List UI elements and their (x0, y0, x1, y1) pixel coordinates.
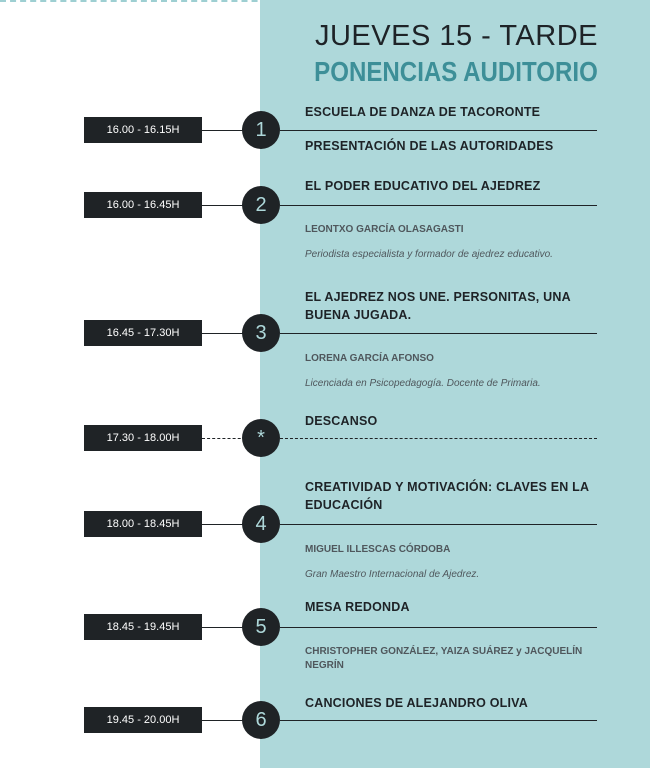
rule-4 (280, 524, 597, 525)
speaker-name: LORENA GARCÍA AFONSO (305, 353, 434, 364)
rule-3 (280, 333, 597, 334)
talk-title: PRESENTACIÓN DE LAS AUTORIDADES (305, 139, 554, 153)
time-slot-1: 16.00 - 16.15H (84, 117, 202, 143)
marker-4: 4 (242, 505, 280, 543)
rule-6 (280, 720, 597, 721)
marker-break: * (242, 419, 280, 457)
marker-6: 6 (242, 701, 280, 739)
time-slot-5: 18.45 - 19.45H (84, 614, 202, 640)
page-subtitle: PONENCIAS AUDITORIO (314, 56, 598, 87)
time-slot-2: 16.00 - 16.45H (84, 192, 202, 218)
marker-1: 1 (242, 111, 280, 149)
time-slot-break: 17.30 - 18.00H (84, 425, 202, 451)
talk-title: MESA REDONDA (305, 600, 410, 614)
marker-5: 5 (242, 608, 280, 646)
rule-break (280, 438, 597, 439)
talk-title: DESCANSO (305, 414, 378, 428)
rule-1 (280, 130, 597, 131)
speaker-name: CHRISTOPHER GONZÁLEZ, YAIZA SUÁREZ y JACQUELÍN NEGRÍN (305, 646, 583, 671)
talk-title: ESCUELA DE DANZA DE TACORONTE (305, 105, 541, 119)
speaker-role: Periodista especialista y formador de ajedrez educativo. (305, 249, 553, 260)
time-slot-4: 18.00 - 18.45H (84, 511, 202, 537)
speaker-name: LEONTXO GARCÍA OLASAGASTI (305, 224, 464, 235)
page-title: JUEVES 15 - TARDE (314, 20, 598, 52)
marker-3: 3 (242, 314, 280, 352)
marker-2: 2 (242, 186, 280, 224)
time-slot-6: 19.45 - 20.00H (84, 707, 202, 733)
talk-title: CREATIVIDAD Y MOTIVACIÓN: CLAVES EN LA EDUCACIÓN (305, 480, 589, 512)
speaker-role: Gran Maestro Internacional de Ajedrez. (305, 569, 480, 580)
rule-5 (280, 627, 597, 628)
rule-2 (280, 205, 597, 206)
speaker-role: Licenciada en Psicopedagogía. Docente de Primaria. (305, 378, 541, 389)
speaker-name: MIGUEL ILLESCAS CÓRDOBA (305, 544, 451, 555)
talk-title: EL PODER EDUCATIVO DEL AJEDREZ (305, 179, 541, 193)
time-slot-3: 16.45 - 17.30H (84, 320, 202, 346)
talk-title: CANCIONES DE ALEJANDRO OLIVA (305, 696, 528, 710)
talk-title: EL AJEDREZ NOS UNE. PERSONITAS, UNA BUENA JUGADA. (305, 290, 571, 322)
